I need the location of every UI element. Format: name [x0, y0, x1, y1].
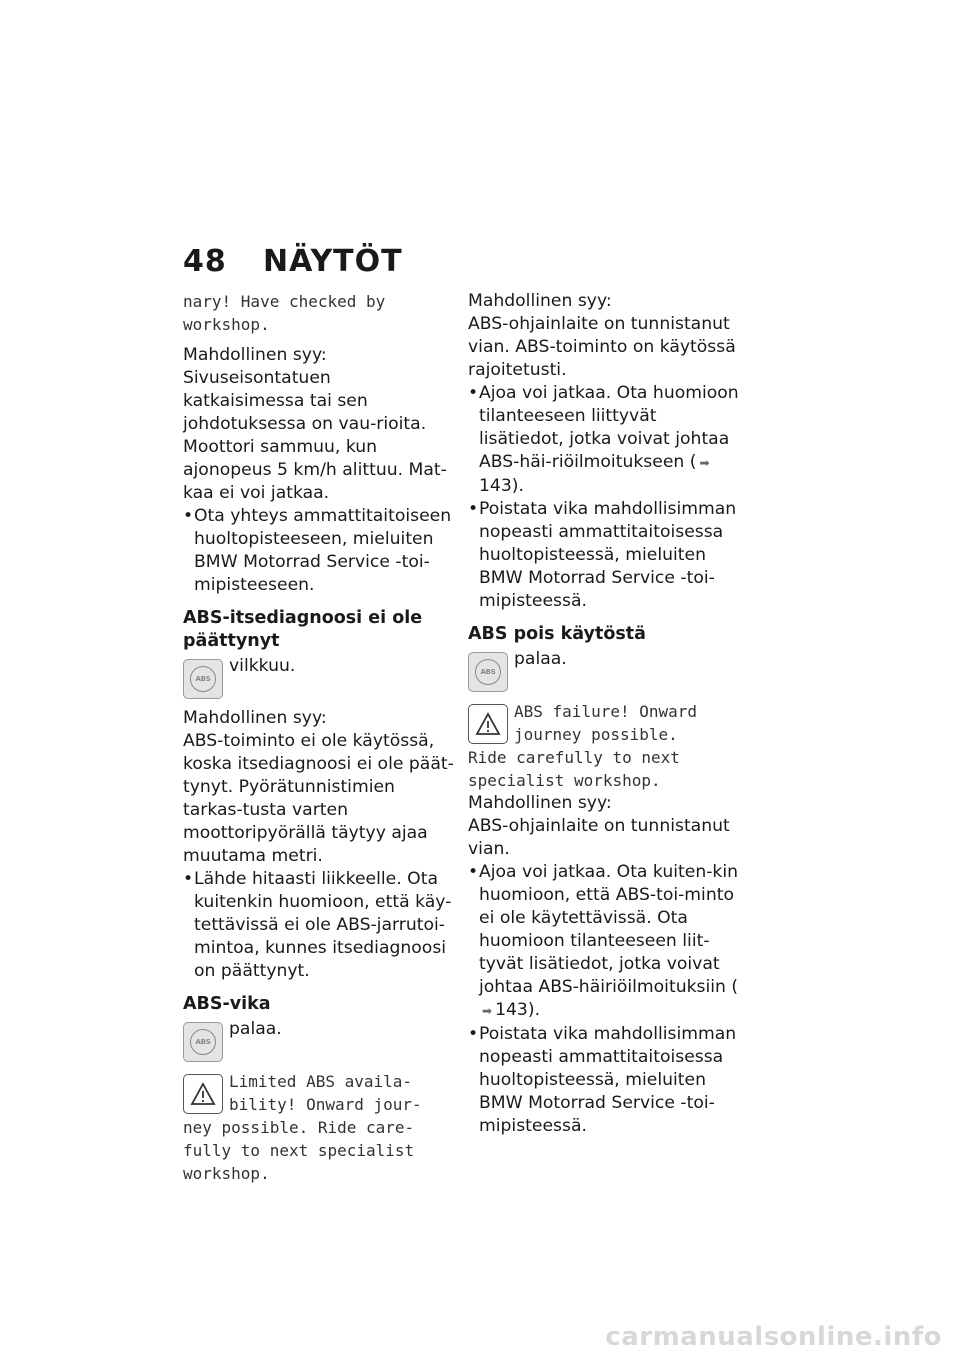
abs-label: ABS: [190, 1029, 216, 1055]
warning-text-rest: Ride carefully to next specialist workshop.: [468, 748, 680, 790]
abs-warning-light-icon: [183, 1022, 223, 1062]
list-item-text: Ajoa voi jatkaa. Ota kuiten-kin huomioon, että ABS-toi-minto ei ole käytettävissä. Ota huomioon tilanteeseen liit-tyvät lisätiedot, jotka voivat johtaa ABS-häiriöilmoituksiin: [479, 862, 739, 997]
abs-label: ABS: [190, 666, 216, 692]
warning-triangle-icon: [468, 704, 508, 744]
warning-text-line: journey possible.: [514, 725, 678, 744]
warning-text-line: Limited ABS availa-: [229, 1072, 413, 1091]
page-header: [183, 244, 403, 279]
list-item: • Lähde hitaasti liikkeelle. Ota kuitenkin huomioon, että käy-tettävissä ei ole ABS-jarrutoi-mintoa, kunnes itsediagnoosi on päättynyt.: [183, 868, 455, 983]
section-heading: ABS pois käytöstä: [468, 624, 646, 644]
cause-label: Mahdollinen syy:: [183, 708, 327, 728]
bullet-list: [468, 382, 740, 613]
section-heading: ABS-itsediagnoosi ei ole päättynyt: [183, 608, 423, 651]
bullet-list: [468, 861, 740, 1138]
list-item: • Ota yhteys ammattitaitoiseen huoltopisteeseen, mieluiten BMW Motorrad Service -toi-mipisteeseen.: [183, 505, 455, 597]
cause-label: Mahdollinen syy:: [183, 345, 327, 365]
cause-text: Sivuseisontatuen katkaisimessa tai sen johdotuksessa on vau-rioita. Moottori sammuu, kun ajonopeus 5 km/h alittuu. Mat-kaa ei voi jatkaa.: [183, 368, 447, 503]
section-heading: ABS-vika: [183, 994, 271, 1014]
left-column: [183, 290, 455, 1185]
cause-text: ABS-ohjainlaite on tunnistanut vian.: [468, 816, 730, 859]
indicator-state: palaa.: [229, 1019, 282, 1039]
warning-row: [468, 700, 740, 746]
watermark: carmanualsonline.info: [605, 1322, 942, 1352]
indicator-state: vilkkuu.: [229, 656, 296, 676]
indicator-row: [183, 1018, 455, 1062]
reference-arrow-icon: ➡: [699, 456, 710, 470]
indicator-row: [468, 648, 740, 692]
warning-text-line: ABS failure! Onward: [514, 702, 698, 721]
right-column: [468, 290, 740, 1138]
list-item: • Poistata vika mahdollisimman nopeasti ammattitaitoisessa huoltopisteessä, mieluiten BMW Motorrad Service -toi-mipisteessä.: [468, 1023, 740, 1138]
warning-row: [183, 1070, 455, 1116]
abs-warning-light-icon: [468, 652, 508, 692]
page-number: 48: [183, 244, 227, 279]
bullet-list: [183, 868, 455, 983]
bullet-list: [183, 505, 455, 597]
indicator-row: [183, 655, 455, 699]
reference-arrow-icon: ➡: [482, 1004, 493, 1018]
list-item: • Ajoa voi jatkaa. Ota kuiten-kin huomioon, että ABS-toi-minto ei ole käytettävissä. Ota huomioon tilanteeseen liit-tyvät lisätiedot, jotka voivat johtaa ABS-häiriöilmoituksiin (➡ 143).: [468, 861, 740, 1023]
list-item: • Ajoa voi jatkaa. Ota huomioon tilanteeseen liittyvät lisätiedot, jotka voivat johtaa ABS-häi-riöilmoitukseen ( ➡143).: [468, 382, 740, 498]
cause-text: ABS-ohjainlaite on tunnistanut vian. ABS-toiminto on käytössä rajoitetusti.: [468, 314, 736, 380]
list-item: • Poistata vika mahdollisimman nopeasti ammattitaitoisessa huoltopisteessä, mieluiten BMW Motorrad Service -toi-mipisteessä.: [468, 498, 740, 613]
warning-text-line: bility! Onward jour-: [229, 1095, 422, 1114]
cause-text: ABS-toiminto ei ole käytössä, koska itsediagnoosi ei ole päät-tynyt. Pyörätunnistimien tarkas-tusta varten moottoripyörällä täytyy ajaa muutama metri.: [183, 731, 454, 866]
warning-triangle-icon: [183, 1074, 223, 1114]
page-title: NÄYTÖT: [263, 244, 403, 279]
list-item-text: Ajoa voi jatkaa. Ota huomioon tilanteeseen liittyvät lisätiedot, jotka voivat johtaa ABS-häi-riöilmoitukseen: [479, 383, 739, 472]
page-reference: 143).: [479, 476, 524, 496]
warning-text-rest: ney possible. Ride care-fully to next specialist workshop.: [183, 1118, 415, 1183]
cause-label: Mahdollinen syy:: [468, 793, 612, 813]
page-reference: 143).: [495, 1000, 541, 1020]
cause-label: Mahdollinen syy:: [468, 291, 612, 311]
abs-label: ABS: [475, 659, 501, 685]
indicator-state: palaa.: [514, 649, 567, 669]
abs-warning-light-icon: [183, 659, 223, 699]
continued-warning-text: nary! Have checked by workshop.: [183, 292, 386, 334]
